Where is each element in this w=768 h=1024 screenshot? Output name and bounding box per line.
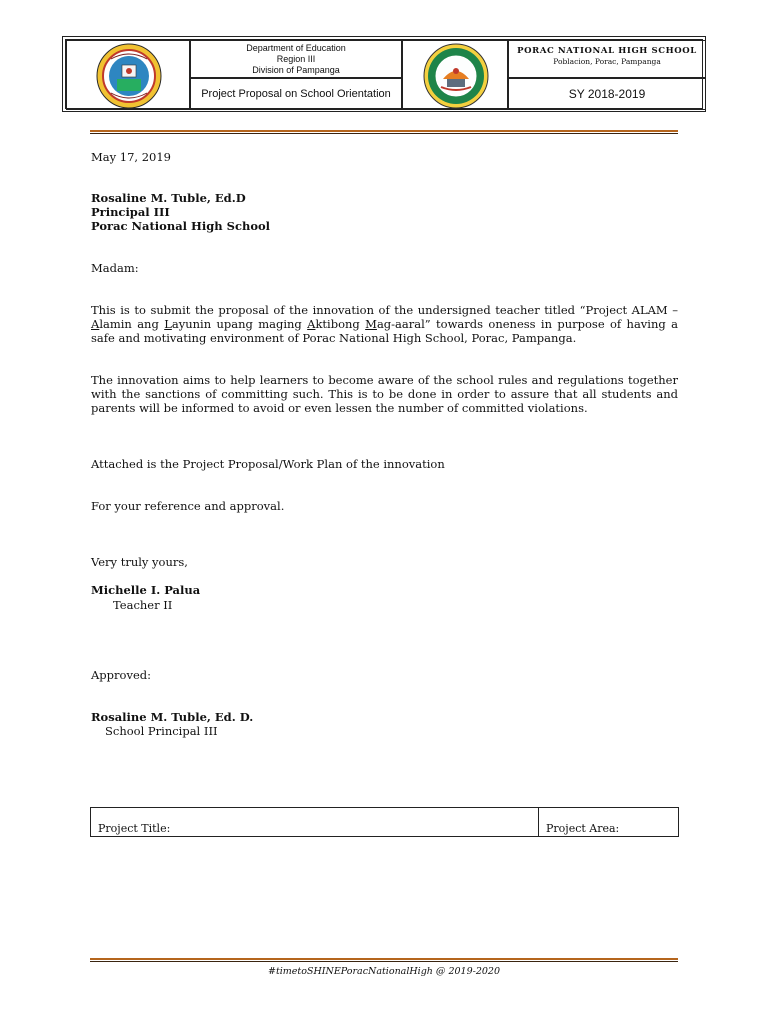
p1-acronym-m: M (365, 317, 377, 331)
paragraph-3: Attached is the Project Proposal/Work Plan of the innovation (91, 457, 445, 471)
project-title-label: Project Title: (98, 822, 171, 835)
school-seal-icon (403, 41, 509, 111)
school-address: Poblacion, Porac, Pampanga (553, 57, 661, 66)
paragraph-2: The innovation aims to help learners to become aware of the school rules and regulations together with the sanctions of committing such. This is to be done in order to assure that all students and parents will be informed to avoid or even lessen the number of committed violations. (91, 373, 678, 415)
p1-mag-aaral: ag-aaral (376, 317, 425, 331)
letter-date: May 17, 2019 (91, 150, 171, 164)
p1-layunin: ayunin upang maging (171, 317, 308, 331)
project-table-divider (538, 808, 539, 836)
project-table (90, 807, 679, 837)
document-title-cell (190, 78, 402, 110)
bottom-divider (90, 958, 678, 962)
deped-logo-cell (66, 40, 190, 110)
school-logo-cell (402, 40, 508, 110)
department-name: Department of Education (246, 43, 346, 53)
recipient-name: Rosaline M. Tuble, Ed.D (91, 191, 246, 205)
salutation: Madam: (91, 261, 139, 275)
p1-acronym-ak: A (307, 317, 316, 331)
approver-name: Rosaline M. Tuble, Ed. D. (91, 710, 254, 724)
p1-acronym-a: A (91, 317, 100, 331)
document-title: Project Proposal on School Orientation (201, 88, 391, 100)
p1-acronym-l: L (164, 317, 172, 331)
header-inner-border (65, 39, 703, 109)
school-year: SY 2018-2019 (568, 87, 646, 101)
school-name: PORAC NATIONAL HIGH SCHOOL (517, 46, 697, 56)
closing: Very truly yours, (91, 555, 188, 569)
p1-start: This is to submit the proposal of the innovation of the undersigned teacher titled “Project ALAM – (91, 303, 678, 317)
sender-position: Teacher II (113, 598, 173, 612)
school-year-cell (508, 78, 706, 110)
deped-info-cell (190, 40, 402, 78)
sender-name: Michelle I. Palua (91, 583, 201, 597)
header-table (62, 36, 706, 112)
approver-position: School Principal III (105, 724, 218, 738)
p1-end: ” towards oneness in purpose of having a safe and motivating environment of Porac National High School, Porac, Pampanga. (91, 317, 678, 345)
recipient-school: Porac National High School (91, 219, 271, 233)
deped-seal-icon (67, 41, 191, 111)
project-area-label: Project Area: (546, 822, 620, 835)
footer-hashtag: #timetoSHINEPoracNationalHigh @ 2019-2020 (267, 966, 501, 977)
top-divider (90, 130, 678, 134)
school-info-cell (508, 40, 706, 78)
approved-label: Approved: (91, 668, 151, 682)
p1-alamin: lamin ang (99, 317, 165, 331)
division-name: Division of Pampanga (252, 65, 340, 75)
region-name: Region III (276, 54, 316, 64)
paragraph-4: For your reference and approval. (91, 499, 285, 513)
p1-aktibong: ktibong (315, 317, 366, 331)
recipient-position: Principal III (91, 205, 170, 219)
paragraph-1 (91, 303, 678, 345)
